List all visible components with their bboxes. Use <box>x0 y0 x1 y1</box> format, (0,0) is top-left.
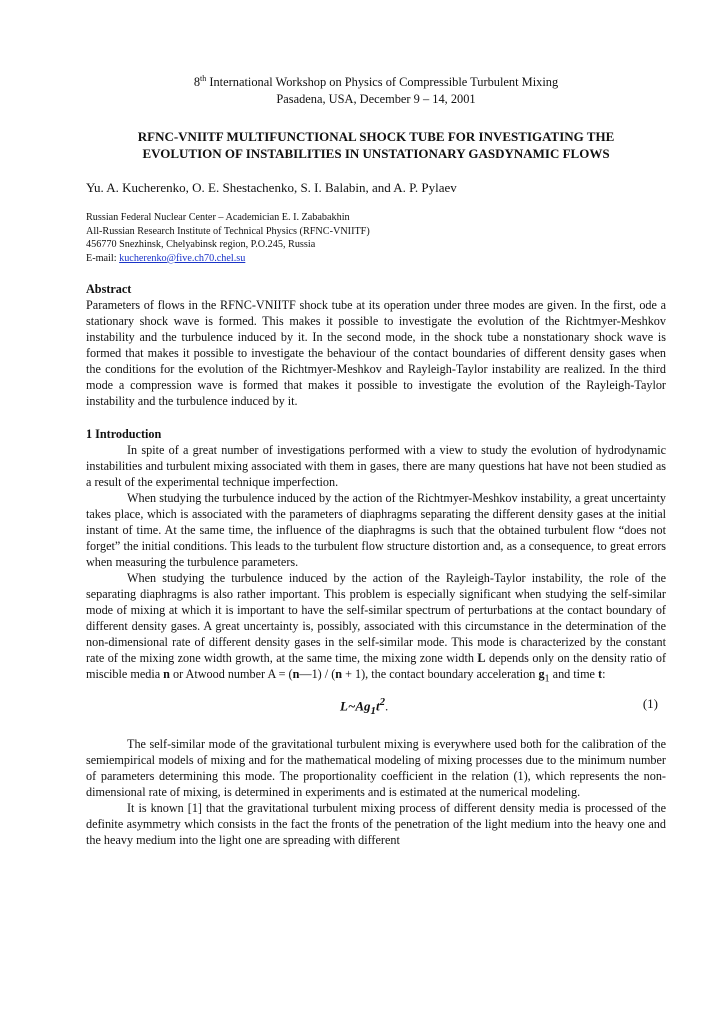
equation-1-expression <box>340 696 388 717</box>
introduction-heading: 1 Introduction <box>86 427 162 442</box>
symbol-n: n <box>335 667 343 682</box>
paper-title-line-2: EVOLUTION OF INSTABILITIES IN UNSTATIONARY GASDYNAMIC FLOWS <box>142 146 610 161</box>
email-label: E-mail: <box>86 252 120 264</box>
paper-title-line-1: RFNC-VNIITF MULTIFUNCTIONAL SHOCK TUBE FOR INVESTIGATING THE <box>137 129 615 144</box>
equation-1 <box>86 696 666 716</box>
equation-1-number: (1) <box>642 695 658 711</box>
intro-paragraph-3-text: and time <box>549 667 599 682</box>
conference-ordinal-suffix: th <box>200 73 207 83</box>
conference-header <box>86 74 666 108</box>
conference-name: International Workshop on Physics of Compressible Turbulent Mixing <box>209 75 559 89</box>
equation-subscript: 1 <box>370 704 376 717</box>
symbol-L: L <box>477 651 486 666</box>
abstract-heading: Abstract <box>86 282 132 297</box>
email-link[interactable]: kucherenko@five.ch70.chel.su <box>119 252 246 264</box>
symbol-g-subscript: 1 <box>544 673 550 685</box>
intro-paragraph-1: In spite of a great number of investigations performed with a view to study the evolution of hydrodynamic instabilities and turbulent mixing associated with them in gases, there are many questions hat have not been studied as a result of the experimental technique imperfection. <box>86 443 666 490</box>
intro-paragraph-4: The self-similar mode of the gravitational turbulent mixing is everywhere used both for the calibration of the semiempirical models of mixing and for the mathematical modeling of mixing processes due to the minimum number of parameters determining this mode. The proportionality coefficient in the relation (1), which represents the non-dimensional rate of mixing, is determined in experiments and is estimated at the numerical modeling. <box>86 736 666 799</box>
intro-paragraph-3-text: depends only on the density ratio of miscible media <box>86 651 666 682</box>
abstract-text: Parameters of flows in the RFNC-VNIITF shock tube at its operation under three modes are given. In the first, ode a stationary shock wave is formed. This makes it possible to investigate the evolution of the Richtmyer-Meshkov instability and the turbulence induced by it. In the second mode, in the shock tube a nonstationary shock wave is formed that makes it possible to investigate the behaviour of the contact boundaries of different density gases when the conditions for the evolution of the Richtmyer-Meshkov and Rayleigh-Taylor instability are realized. In the third mode a compression wave is formed that makes it possible to investigate the evolution of the Rayleigh-Taylor instability and the turbulence induced by it. <box>86 298 666 409</box>
intro-paragraph-5: It is known [1] that the gravitational turbulent mixing process of different density media is processed of the definite asymmetry which consists in the fact the fronts of the penetration of the light medium into the heavy one and the heavy medium into the light one are spreading with different <box>86 800 666 847</box>
symbol-n: n <box>163 667 170 682</box>
intro-paragraph-3 <box>86 570 666 687</box>
symbol-t: t <box>598 667 603 682</box>
equation-main: L~Ag <box>340 698 371 714</box>
intro-paragraph-3-text: : <box>602 667 606 682</box>
affiliation-line-2: All-Russian Research Institute of Technical Physics (RFNC-VNIITF) <box>86 225 370 237</box>
equation-exponent: 2 <box>379 695 385 708</box>
paper-page <box>86 74 666 848</box>
paper-title <box>86 128 666 162</box>
affiliation-line-3: 456770 Snezhinsk, Chelyabinsk region, P.O.245, Russia <box>86 239 316 251</box>
intro-paragraph-2: When studying the turbulence induced by the action of the Richtmyer-Meshkov instability, a great uncertainty takes place, which is associated with the parameters of diaphragms separating the different density gases at the initial instant of time. At the same time, the influence of the diaphragms is such that the obtained turbulent flow “does not forget” the initial conditions. This leads to the turbulent flow structure distortion and, as a consequence, to great errors when measuring the turbulence parameters. <box>86 491 666 570</box>
intro-paragraph-3-text: —1) / ( <box>299 667 336 682</box>
symbol-n: n <box>292 667 300 682</box>
conference-line <box>86 74 666 91</box>
intro-paragraph-3-text: + 1), the contact boundary acceleration <box>342 667 539 682</box>
affiliation-block <box>86 211 666 265</box>
author-list: Yu. A. Kucherenko, O. E. Shestachenko, S. I. Balabin, and A. P. Pylaev <box>86 180 457 195</box>
intro-paragraph-3-text: When studying the turbulence induced by the action of the Rayleigh-Taylor instability, the role of the separating diaphragms is also rather important. This problem is especially significant when studying the self-similar mode of mixing at which it is important to have the self-similar spectrum of perturbations at the contact boundary of different density gases. A great uncertainty is, possibly, associated with this circumstance in the determination of the non-dimensional rate of different density gases in the self-similar mode. This mode is characterized by the constant rate of the mixing zone width growth, at the same time, the mixing zone width <box>86 571 666 666</box>
affiliation-line-1: Russian Federal Nuclear Center – Academician E. I. Zababakhin <box>86 212 350 223</box>
intro-paragraph-3-text: or Atwood number A = ( <box>169 667 293 682</box>
symbol-g: g <box>538 667 545 682</box>
conference-location-date: Pasadena, USA, December 9 – 14, 2001 <box>276 92 476 106</box>
conference-ordinal: 8 <box>193 75 201 89</box>
equation-period: . <box>385 698 389 714</box>
email-line <box>86 252 666 266</box>
equation-time: t <box>375 698 380 714</box>
